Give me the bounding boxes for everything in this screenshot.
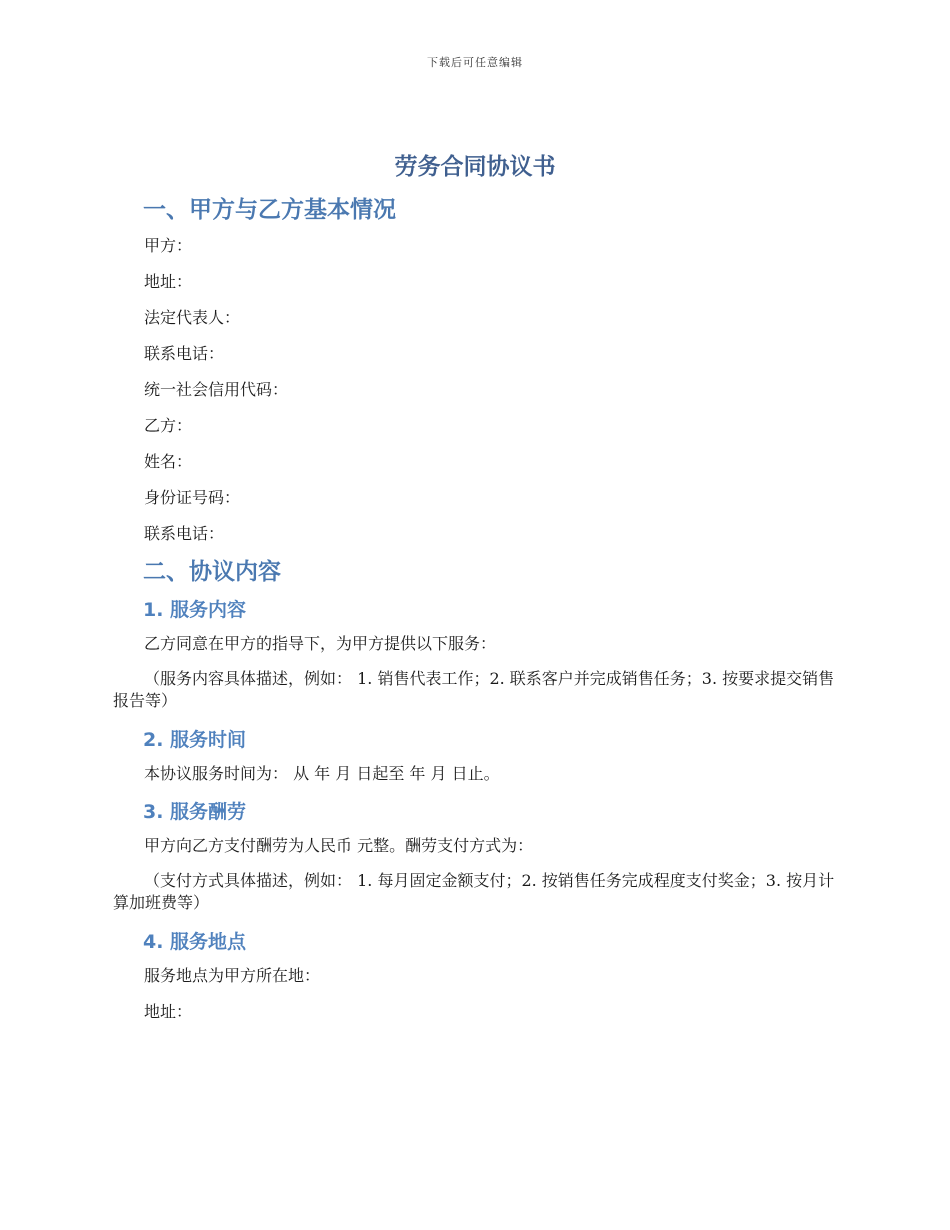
field-party-a-phone: 联系电话：	[144, 344, 225, 363]
field-party-a-address: 地址：	[144, 272, 193, 291]
field-party-b-phone: 联系电话：	[144, 524, 225, 543]
service-pay-text: 甲方向乙方支付酬劳为人民币 元整。酬劳支付方式为：	[144, 836, 534, 855]
service-location-address: 地址：	[144, 1002, 193, 1021]
service-pay-description: （支付方式具体描述，例如： 1. 每月固定金额支付；2. 按销售任务完成程度支付奖金；3. 按月计算加班费等）	[113, 871, 835, 912]
section2-heading: 二、协议内容	[143, 559, 281, 585]
subsection-service-location-heading: 4. 服务地点	[143, 931, 247, 953]
subsection-service-time-heading: 2. 服务时间	[143, 729, 247, 751]
subsection-service-pay-heading: 3. 服务酬劳	[143, 801, 247, 823]
service-content-description: （服务内容具体描述，例如： 1. 销售代表工作；2. 联系客户并完成销售任务；3. 按要求提交销售报告等）	[113, 669, 835, 710]
field-party-b: 乙方：	[144, 416, 193, 435]
field-party-b-name: 姓名：	[144, 452, 193, 471]
field-id-number: 身份证号码：	[144, 488, 241, 507]
field-party-a: 甲方：	[144, 236, 193, 255]
field-legal-representative: 法定代表人：	[144, 308, 241, 327]
service-time-text: 本协议服务时间为： 从 年 月 日起至 年 月 日止。	[144, 764, 500, 783]
document-title: 劳务合同协议书	[394, 154, 556, 180]
document-body	[113, 192, 838, 1030]
subsection-service-content-heading: 1. 服务内容	[143, 599, 247, 621]
service-content-text: 乙方同意在甲方的指导下，为甲方提供以下服务：	[144, 634, 497, 653]
service-location-text: 服务地点为甲方所在地：	[144, 966, 321, 985]
header-note: 下载后可任意编辑	[427, 56, 523, 69]
section1-heading: 一、甲方与乙方基本情况	[143, 197, 396, 223]
field-credit-code: 统一社会信用代码：	[144, 380, 289, 399]
